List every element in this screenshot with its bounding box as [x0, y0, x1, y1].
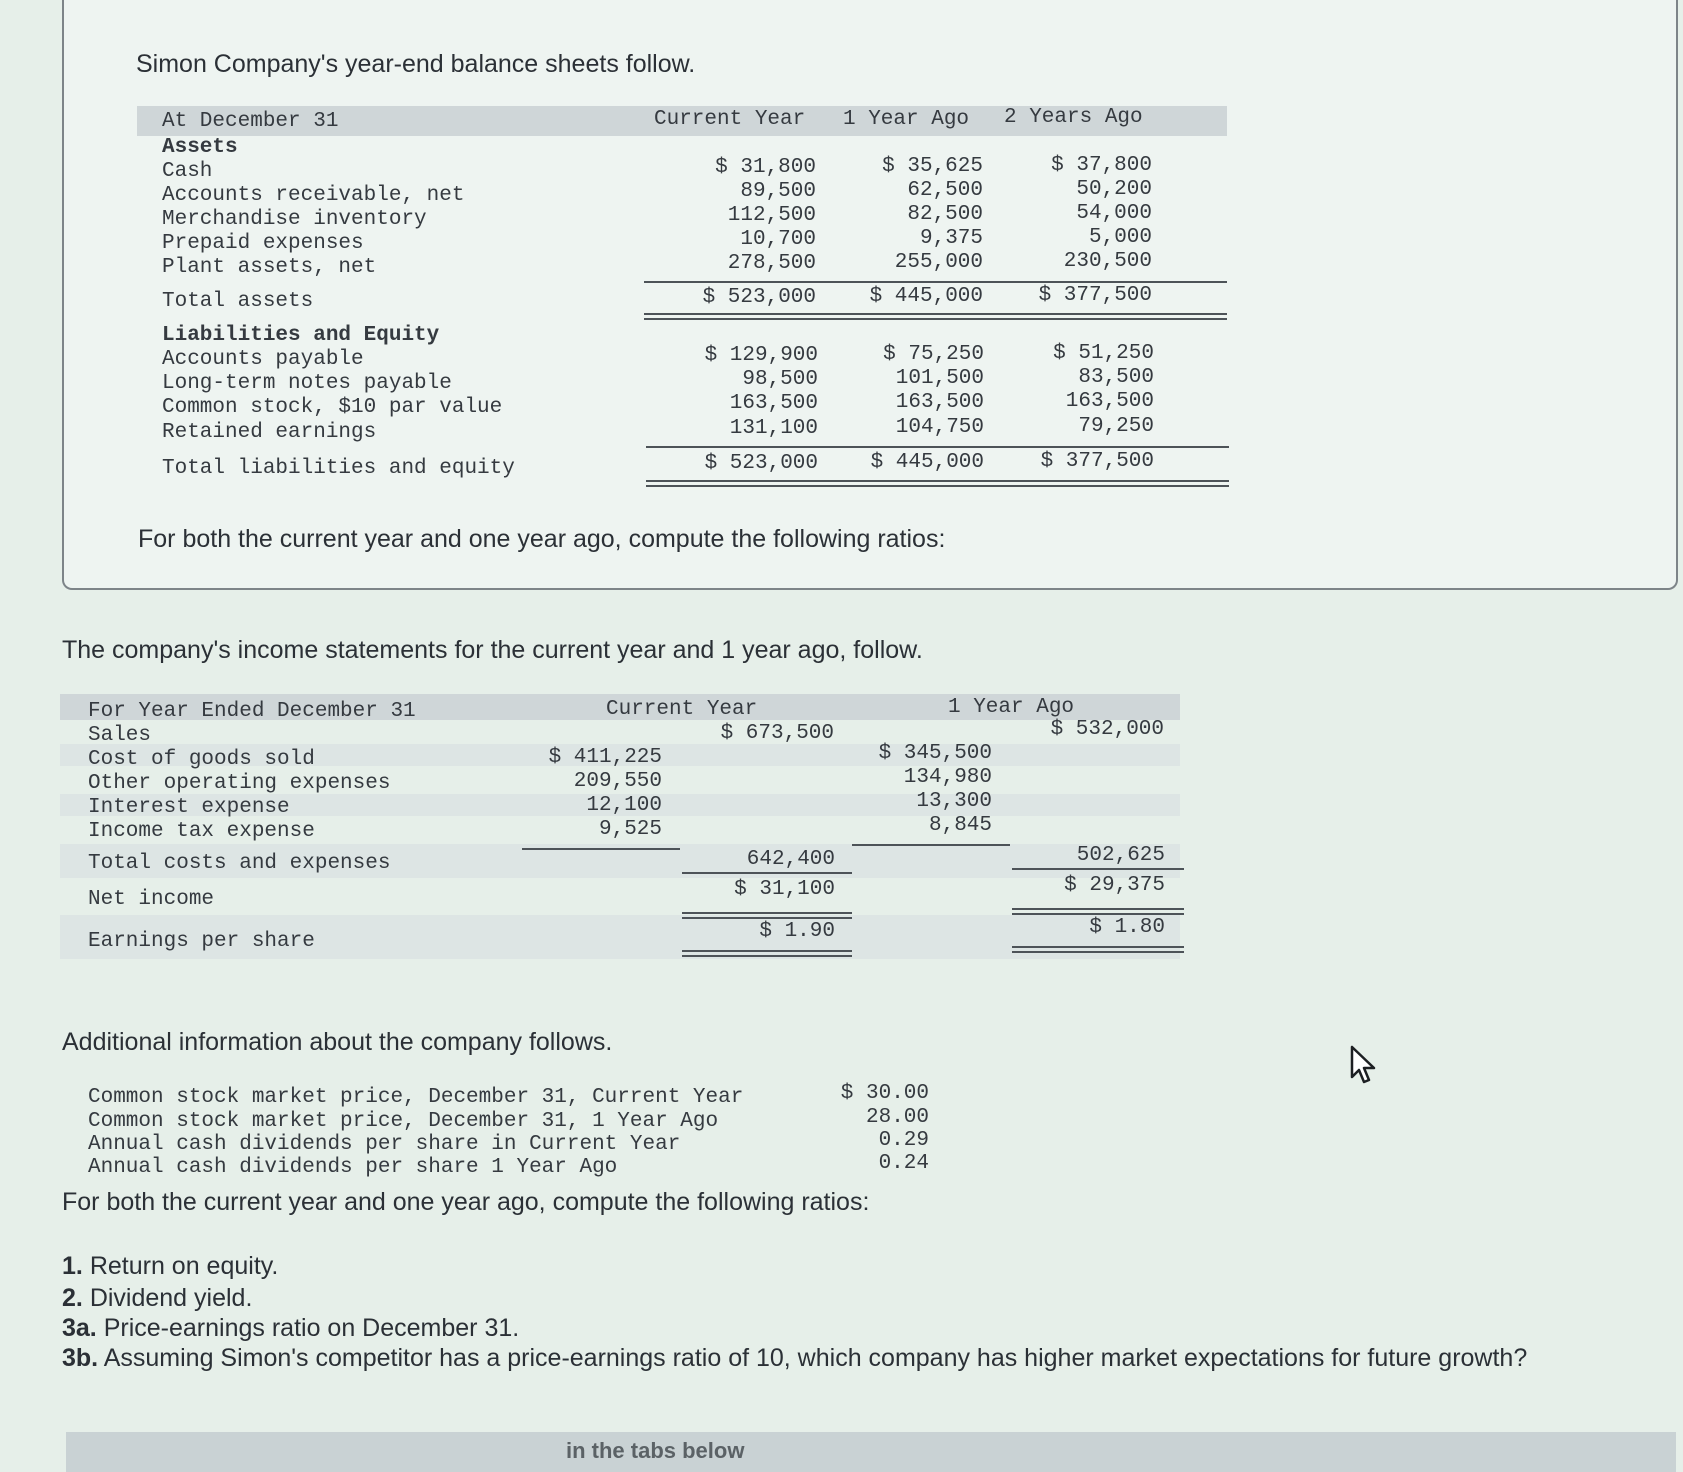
liability-row-label: Accounts payable: [162, 348, 364, 371]
liabilities-heading: Liabilities and Equity: [162, 324, 440, 347]
tabs-hint: in the tabs below: [566, 1438, 745, 1463]
expense-row-current: 9,525: [598, 818, 662, 841]
eps-current: $ 1.90: [759, 920, 835, 943]
expense-row-label: Income tax expense: [88, 820, 315, 843]
is-header-prior: 1 Year Ago: [948, 696, 1075, 719]
sales-prior: $ 532,000: [1050, 718, 1164, 741]
liability-row-value: 104,750: [895, 416, 984, 439]
asset-row-value: $ 37,800: [1051, 154, 1152, 177]
eps-current-double-rule: [682, 950, 852, 957]
expense-row-current: 209,550: [573, 770, 662, 793]
asset-row-value: 82,500: [907, 203, 983, 226]
asset-row-value: 255,000: [894, 251, 983, 274]
asset-row-label: Prepaid expenses: [162, 232, 364, 255]
liability-row-value: $ 129,900: [704, 344, 818, 367]
asset-row-label: Merchandise inventory: [162, 208, 427, 231]
assets-total-double-rule: [644, 313, 1227, 320]
additional-row-value: 0.29: [878, 1129, 929, 1152]
asset-row-value: 54,000: [1076, 202, 1152, 225]
additional-row-label: Common stock market price, December 31, Current Year: [88, 1086, 744, 1109]
question-item: [62, 1252, 278, 1281]
question-number: 2.: [62, 1284, 83, 1312]
asset-row-value: 9,375: [919, 227, 983, 250]
total-liab-1yr: $ 445,000: [870, 451, 984, 474]
expense-row-prior: 13,300: [916, 790, 992, 813]
total-costs-current: 642,400: [746, 848, 835, 871]
total-assets-2yr: $ 377,500: [1038, 284, 1152, 307]
liab-total-double-rule: [646, 480, 1229, 487]
additional-row-value: $ 30.00: [840, 1082, 929, 1105]
expense-row-current: 12,100: [586, 794, 662, 817]
expense-row-current: $ 411,225: [548, 746, 662, 769]
liability-row-value: 101,500: [895, 367, 984, 390]
total-assets-1yr: $ 445,000: [869, 285, 983, 308]
asset-row-value: 112,500: [727, 204, 816, 227]
expense-current-rule: [522, 848, 680, 850]
balance-sheet-intro: Simon Company's year-end balance sheets follow.: [136, 50, 696, 78]
answer-tabs-bar: [66, 1432, 1676, 1472]
sales-label: Sales: [88, 724, 152, 747]
income-statement-intro: The company's income statements for the current year and 1 year ago, follow.: [62, 636, 923, 664]
total-assets-current: $ 523,000: [702, 286, 816, 309]
liability-row-value: 98,500: [742, 368, 818, 391]
expense-row-prior: $ 345,500: [878, 742, 992, 765]
expense-row-prior: 8,845: [928, 814, 992, 837]
liability-row-label: Common stock, $10 par value: [162, 396, 503, 419]
asset-row-value: 230,500: [1063, 250, 1152, 273]
additional-row-value: 28.00: [865, 1106, 929, 1129]
liability-row-value: 163,500: [895, 391, 984, 414]
liability-row-label: Retained earnings: [162, 421, 377, 444]
balance-sheet-card: [62, 0, 1678, 590]
is-header-period: For Year Ended December 31: [88, 700, 416, 723]
additional-row-label: Annual cash dividends per share 1 Year Ago: [88, 1156, 618, 1179]
is-header-current: Current Year: [606, 698, 758, 721]
asset-row-label: Cash: [162, 160, 213, 183]
question-text: Dividend yield.: [89, 1284, 253, 1312]
bs-header-current: Current Year: [654, 108, 806, 131]
asset-row-value: 89,500: [740, 180, 816, 203]
liability-row-value: $ 75,250: [883, 343, 984, 366]
bs-header-period: At December 31: [162, 110, 339, 133]
question-item: [62, 1344, 1527, 1373]
question-number: 3b.: [62, 1344, 99, 1372]
additional-row-value: 0.24: [878, 1152, 929, 1175]
net-income-label: Net income: [88, 888, 215, 911]
asset-row-label: Accounts receivable, net: [162, 184, 465, 207]
additional-row-label: Common stock market price, December 31, 1 Year Ago: [88, 1110, 719, 1133]
asset-row-label: Plant assets, net: [162, 256, 377, 279]
bs-header-2yr: 2 Years Ago: [1004, 106, 1143, 129]
asset-row-value: 278,500: [727, 252, 816, 275]
additional-row-label: Annual cash dividends per share in Current Year: [88, 1133, 681, 1156]
total-costs-current-rule: [682, 872, 852, 874]
question-text: Price-earnings ratio on December 31.: [103, 1314, 520, 1342]
question-number: 3a.: [62, 1314, 97, 1342]
asset-row-value: $ 31,800: [715, 156, 816, 179]
expense-row-label: Cost of goods sold: [88, 748, 315, 771]
expense-row-prior: 134,980: [903, 766, 992, 789]
total-liab-current: $ 523,000: [704, 452, 818, 475]
liability-row-value: 163,500: [1065, 390, 1154, 413]
eps-prior-double-rule: [1012, 946, 1184, 953]
liability-row-value: $ 51,250: [1053, 342, 1154, 365]
question-text: Assuming Simon's competitor has a price-earnings ratio of 10, which company has higher market expectations for future growth?: [103, 1344, 1528, 1372]
sales-current: $ 673,500: [720, 722, 834, 745]
total-liab-label: Total liabilities and equity: [162, 457, 515, 480]
bs-header-1yr: 1 Year Ago: [843, 108, 970, 131]
asset-row-value: 62,500: [907, 179, 983, 202]
expense-row-label: Interest expense: [88, 796, 290, 819]
additional-prompt: For both the current year and one year ago, compute the following ratios:: [62, 1188, 870, 1216]
question-item: [62, 1284, 252, 1313]
balance-sheet-prompt: For both the current year and one year ago, compute the following ratios:: [138, 525, 946, 553]
net-income-prior-double-rule: [1012, 908, 1184, 915]
total-costs-label: Total costs and expenses: [88, 852, 391, 875]
expense-row-label: Other operating expenses: [88, 772, 391, 795]
liability-row-value: 163,500: [729, 392, 818, 415]
net-income-current: $ 31,100: [734, 878, 835, 901]
eps-label: Earnings per share: [88, 930, 315, 953]
liability-row-label: Long-term notes payable: [162, 372, 452, 395]
question-number: 1.: [62, 1252, 83, 1280]
additional-intro: Additional information about the company follows.: [62, 1028, 613, 1056]
asset-row-value: 50,200: [1076, 178, 1152, 201]
total-costs-prior: 502,625: [1076, 844, 1165, 867]
assets-subtotal-rule: [644, 281, 1227, 283]
asset-row-value: 10,700: [740, 228, 816, 251]
assets-heading: Assets: [162, 136, 238, 159]
asset-row-value: $ 35,625: [882, 155, 983, 178]
liability-row-value: 83,500: [1078, 366, 1154, 389]
question-item: [62, 1314, 519, 1343]
net-income-prior: $ 29,375: [1064, 874, 1165, 897]
liability-row-value: 79,250: [1078, 415, 1154, 438]
eps-prior: $ 1.80: [1089, 916, 1165, 939]
liability-row-value: 131,100: [729, 417, 818, 440]
total-costs-prior-rule: [1012, 868, 1184, 870]
expense-prior-rule: [852, 844, 1010, 846]
liab-subtotal-rule: [646, 446, 1229, 448]
mouse-cursor-icon: [1350, 1045, 1378, 1085]
net-income-current-double-rule: [682, 912, 852, 919]
total-liab-2yr: $ 377,500: [1040, 450, 1154, 473]
question-text: Return on equity.: [89, 1252, 279, 1280]
asset-row-value: 5,000: [1088, 226, 1152, 249]
total-assets-label: Total assets: [162, 290, 314, 313]
